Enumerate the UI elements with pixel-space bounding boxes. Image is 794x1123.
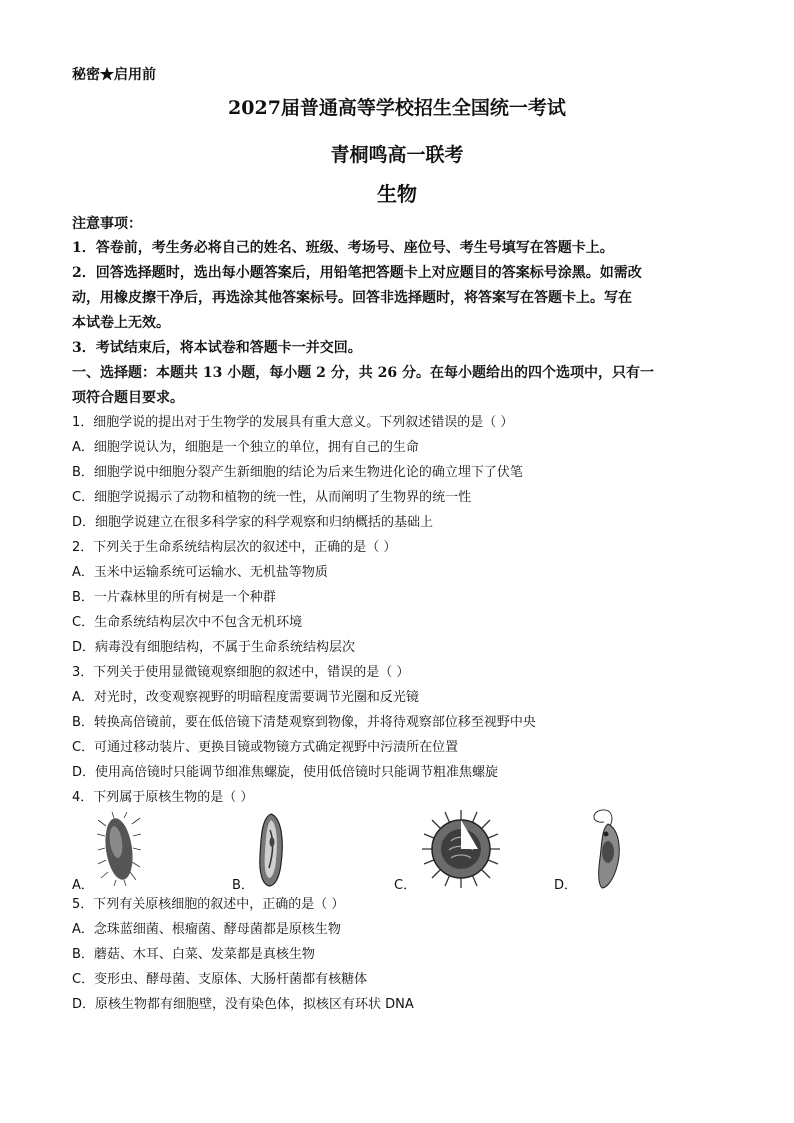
q2-stem: 2．下列关于生命系统结构层次的叙述中，正确的是（ ） bbox=[72, 540, 397, 555]
notice-item-2-line-1: 2．回答选择题时，选出每小题答案后，用铅笔把答题卡上对应题目的答案标号涂黑。如需改 bbox=[72, 265, 642, 281]
q2-option-d: D．病毒没有细胞结构，不属于生命系统结构层次 bbox=[72, 640, 356, 655]
q1-option-d: D．细胞学说建立在很多科学家的科学观察和归纳概括的基础上 bbox=[72, 515, 434, 530]
q1-option-b: B．细胞学说中细胞分裂产生新细胞的结论为后来生物进化论的确立埋下了伏笔 bbox=[72, 465, 523, 480]
q5-option-a: A．念珠蓝细菌、根瘤菌、酵母菌都是原核生物 bbox=[72, 922, 341, 937]
q5-option-c: C．变形虫、酵母菌、支原体、大肠杆菌都有核糖体 bbox=[72, 972, 368, 987]
notice-item-3: 3．考试结束后，将本试卷和答题卡一并交回。 bbox=[72, 340, 362, 356]
q5-stem: 5．下列有关原核细胞的叙述中，正确的是（ ） bbox=[72, 897, 345, 912]
notice-item-2-line-2: 动，用橡皮擦干净后，再选涂其他答案标号。回答非选择题时，将答案写在答题卡上。写在 bbox=[72, 290, 632, 306]
q3-option-a: A．对光时，改变观察视野的明暗程度需要调节光圈和反光镜 bbox=[72, 690, 419, 705]
bacterium-image bbox=[96, 812, 142, 886]
q1-option-a: A．细胞学说认为，细胞是一个独立的单位，拥有自己的生命 bbox=[72, 440, 419, 455]
virus-image bbox=[418, 808, 504, 890]
q5-option-d: D．原核生物都有细胞壁，没有染色体，拟核区有环状 DNA bbox=[72, 997, 414, 1012]
q1-option-c: C．细胞学说揭示了动物和植物的统一性，从而阐明了生物界的统一性 bbox=[72, 490, 472, 505]
section-heading-line-1: 一、选择题：本题共 13 小题，每小题 2 分，共 26 分。在每小题给出的四个选项中，只有一 bbox=[72, 365, 654, 381]
q3-stem: 3．下列关于使用显微镜观察细胞的叙述中，错误的是（ ） bbox=[72, 665, 410, 680]
q3-option-b: B．转换高倍镜前，要在低倍镜下清楚观察到物像，并将待观察部位移至视野中央 bbox=[72, 715, 536, 730]
section-heading-line-2: 项符合题目要求。 bbox=[72, 390, 184, 406]
euglena-image bbox=[584, 808, 628, 890]
q4-option-a-label: A． bbox=[72, 878, 94, 893]
secret-label: 秘密★启用前 bbox=[72, 67, 156, 83]
notice-item-1: 1．答卷前，考生务必将自己的姓名、班级、考场号、座位号、考生号填写在答题卡上。 bbox=[72, 240, 614, 256]
q4-option-d-label: D． bbox=[554, 878, 578, 893]
q4-stem: 4．下列属于原核生物的是（ ） bbox=[72, 790, 254, 805]
q3-option-d: D．使用高倍镜时只能调节细准焦螺旋，使用低倍镜时只能调节粗准焦螺旋 bbox=[72, 765, 499, 780]
q1-stem: 1．细胞学说的提出对于生物学的发展具有重大意义。下列叙述错误的是（ ） bbox=[72, 415, 514, 430]
notice-item-2-line-3: 本试卷上无效。 bbox=[72, 315, 170, 331]
notice-heading: 注意事项： bbox=[72, 216, 142, 232]
exam-title: 2027届普通高等学校招生全国统一考试 bbox=[228, 97, 566, 119]
paramecium-image bbox=[256, 812, 286, 888]
q2-option-c: C．生命系统结构层次中不包含无机环境 bbox=[72, 615, 303, 630]
exam-subtitle: 青桐鸣高一联考 bbox=[330, 144, 464, 166]
q4-option-b-label: B． bbox=[232, 878, 254, 893]
q3-option-c: C．可通过移动装片、更换目镜或物镜方式确定视野中污渍所在位置 bbox=[72, 740, 459, 755]
subject-title: 生物 bbox=[377, 182, 417, 206]
q4-option-c-label: C． bbox=[394, 878, 417, 893]
q2-option-a: A．玉米中运输系统可运输水、无机盐等物质 bbox=[72, 565, 328, 580]
q2-option-b: B．一片森林里的所有树是一个种群 bbox=[72, 590, 276, 605]
q5-option-b: B．蘑菇、木耳、白菜、发菜都是真核生物 bbox=[72, 947, 315, 962]
